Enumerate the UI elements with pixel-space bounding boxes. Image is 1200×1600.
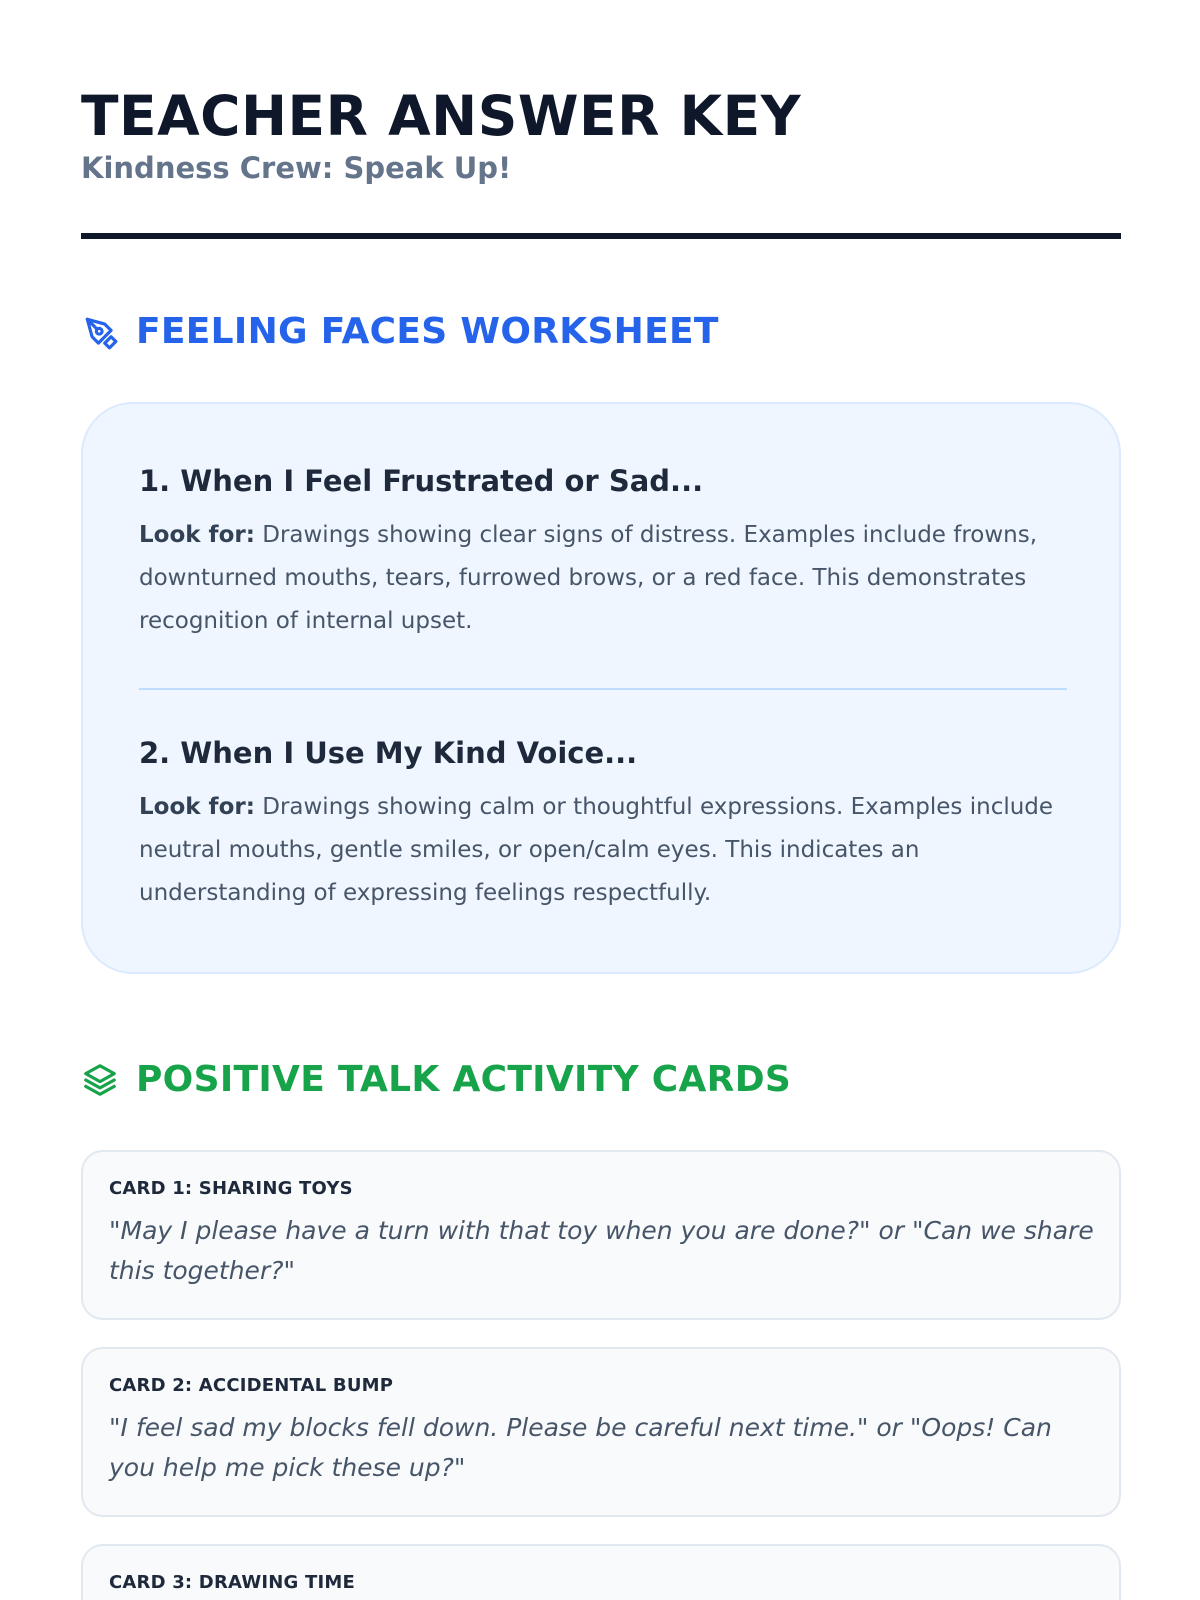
worksheet-item-text	[139, 786, 1069, 915]
worksheet-heading: FEELING FACES WORKSHEET	[136, 311, 719, 352]
card-title: CARD 3: DRAWING TIME	[109, 1572, 355, 1593]
activity-section-heading	[81, 1059, 791, 1100]
worksheet-section-heading	[81, 311, 719, 352]
page-title: TEACHER ANSWER KEY	[81, 84, 802, 148]
worksheet-item-text	[139, 514, 1069, 643]
worksheet-divider	[139, 688, 1067, 690]
look-for-text: Drawings showing clear signs of distress. Examples include frowns, downturned mouths, tears, furrowed brows, or a red face. This demonstrates recognition of internal upset.	[139, 522, 1038, 634]
worksheet-item	[139, 736, 1069, 915]
worksheet-item	[139, 464, 1069, 643]
card-title: CARD 2: ACCIDENTAL BUMP	[109, 1375, 394, 1396]
activity-card	[81, 1150, 1121, 1320]
card-text: "May I please have a turn with that toy when you are done?" or "Can we share this together?"	[109, 1216, 1094, 1285]
look-for-text: Drawings showing calm or thoughtful expressions. Examples include neutral mouths, gentle smiles, or open/calm eyes. This indicates an understanding of expressing feelings respectfully.	[139, 794, 1054, 906]
header-divider	[81, 233, 1121, 239]
look-for-label: Look for:	[139, 522, 255, 548]
activity-card	[81, 1544, 1121, 1600]
worksheet-item-title: 1. When I Feel Frustrated or Sad...	[139, 464, 704, 498]
pen-tool-icon	[81, 313, 119, 351]
page-subtitle: Kindness Crew: Speak Up!	[81, 151, 512, 185]
look-for-label: Look for:	[139, 794, 255, 820]
layers-icon	[81, 1061, 119, 1099]
card-title: CARD 1: SHARING TOYS	[109, 1178, 353, 1199]
worksheet-item-title: 2. When I Use My Kind Voice...	[139, 736, 638, 770]
activity-heading: POSITIVE TALK ACTIVITY CARDS	[136, 1059, 792, 1100]
card-text: "I feel sad my blocks fell down. Please be careful next time." or "Oops! Can you help me pick these up?"	[109, 1413, 1052, 1482]
worksheet-answer-box	[81, 402, 1121, 974]
activity-card	[81, 1347, 1121, 1517]
